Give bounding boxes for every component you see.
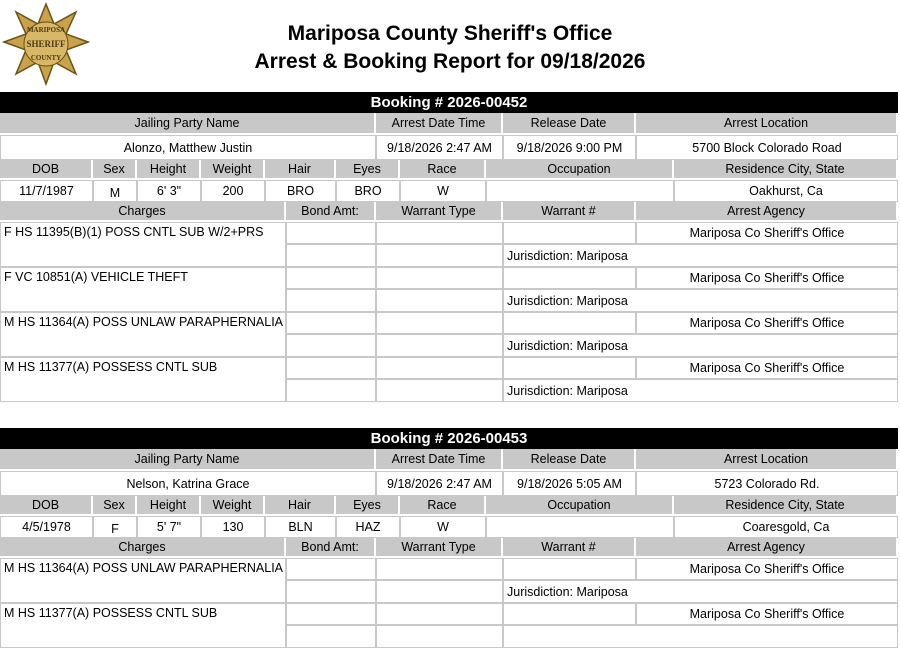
charge-block (0, 558, 898, 603)
table-row (286, 244, 898, 267)
warrant-type-header: Warrant Type (376, 538, 503, 558)
charge-detail-grid (286, 357, 898, 402)
residence-header: Residence City, State (674, 160, 898, 180)
charge-description: M HS 11377(A) POSSESS CNTL SUB (0, 357, 286, 402)
arrest-agency: Mariposa Co Sheriff's Office (636, 222, 898, 244)
dob-value: 11/7/1987 (0, 180, 93, 202)
table-row (0, 471, 898, 496)
arrest-agency: Mariposa Co Sheriff's Office (636, 357, 898, 379)
warrant-number (503, 312, 636, 334)
warrant-type (376, 312, 503, 334)
warrant-number (503, 267, 636, 289)
arrest-agency: Mariposa Co Sheriff's Office (636, 312, 898, 334)
arrest-location-header: Arrest Location (636, 113, 898, 135)
jurisdiction (503, 625, 898, 648)
sex-header: Sex (93, 496, 137, 516)
dob-value: 4/5/1978 (0, 516, 93, 538)
warrant-type (376, 603, 503, 625)
warrant-type-extra (376, 379, 503, 402)
warrant-type (376, 222, 503, 244)
warrant-number (503, 357, 636, 379)
jailing-party-name: Nelson, Katrina Grace (0, 471, 376, 496)
sex-value: F (93, 516, 137, 538)
arrest-agency-header: Arrest Agency (636, 202, 898, 222)
booking-title-bar: Booking # 2026-00452 (0, 92, 898, 113)
residence-value: Coaresgold, Ca (674, 516, 898, 538)
bond-amount (286, 267, 376, 289)
bond-amount-extra (286, 580, 376, 603)
charge-description: M HS 11364(A) POSS UNLAW PARAPHERNALIA (0, 558, 286, 603)
table-row (286, 289, 898, 312)
table-row (0, 135, 898, 160)
warrant-number-header: Warrant # (503, 202, 636, 222)
warrant-type-extra (376, 334, 503, 357)
table-row (286, 334, 898, 357)
booking-title-bar: Booking # 2026-00453 (0, 428, 898, 449)
bond-amount-extra (286, 244, 376, 267)
race-header: Race (400, 160, 486, 180)
bond-amount-header: Bond Amt: (286, 202, 376, 222)
arrest-agency: Mariposa Co Sheriff's Office (636, 603, 898, 625)
table-row (0, 180, 898, 202)
jurisdiction: Jurisdiction: Mariposa (503, 244, 898, 267)
table-row (0, 113, 898, 135)
charge-detail-grid (286, 267, 898, 312)
hair-value: BRO (265, 180, 336, 202)
race-value: W (400, 516, 486, 538)
charge-description: F HS 11395(B)(1) POSS CNTL SUB W/2+PRS (0, 222, 286, 267)
agency-title: Mariposa County Sheriff's Office (287, 22, 613, 45)
warrant-type-extra (376, 289, 503, 312)
jailing-party-name-header: Jailing Party Name (0, 113, 376, 135)
jurisdiction: Jurisdiction: Mariposa (503, 289, 898, 312)
sex-value: M (93, 180, 137, 202)
bond-amount (286, 312, 376, 334)
booking-section (0, 428, 898, 648)
table-row (286, 312, 898, 334)
bond-amount-header: Bond Amt: (286, 538, 376, 558)
eyes-header: Eyes (336, 160, 400, 180)
table-row (286, 603, 898, 625)
residence-header: Residence City, State (674, 496, 898, 516)
arrest-date-time: 9/18/2026 2:47 AM (376, 135, 503, 160)
warrant-type (376, 357, 503, 379)
charge-detail-grid (286, 222, 898, 267)
eyes-value: BRO (336, 180, 400, 202)
arrest-agency: Mariposa Co Sheriff's Office (636, 558, 898, 580)
charge-detail-grid (286, 558, 898, 603)
arrest-date-time-header: Arrest Date Time (376, 113, 503, 135)
jurisdiction: Jurisdiction: Mariposa (503, 580, 898, 603)
table-row (286, 357, 898, 379)
report-header (0, 20, 900, 76)
release-date: 9/18/2026 9:00 PM (503, 135, 636, 160)
arrest-agency-header: Arrest Agency (636, 538, 898, 558)
table-row (0, 449, 898, 471)
occupation-header: Occupation (486, 496, 674, 516)
charge-block (0, 357, 898, 402)
table-row (286, 267, 898, 289)
warrant-number-header: Warrant # (503, 538, 636, 558)
occupation-value (486, 516, 674, 538)
warrant-type (376, 558, 503, 580)
badge-bottom-text: COUNTY (30, 54, 62, 62)
jurisdiction: Jurisdiction: Mariposa (503, 379, 898, 402)
warrant-type (376, 267, 503, 289)
release-date-header: Release Date (503, 113, 636, 135)
charge-detail-grid (286, 312, 898, 357)
table-row (286, 558, 898, 580)
warrant-number (503, 558, 636, 580)
table-row (0, 496, 898, 516)
residence-value: Oakhurst, Ca (674, 180, 898, 202)
sex-header: Sex (93, 160, 137, 180)
table-row (0, 538, 898, 558)
jailing-party-name: Alonzo, Matthew Justin (0, 135, 376, 160)
warrant-number (503, 603, 636, 625)
weight-header: Weight (201, 160, 265, 180)
release-date-header: Release Date (503, 449, 636, 471)
weight-value: 200 (201, 180, 265, 202)
bond-amount (286, 222, 376, 244)
release-date: 9/18/2026 5:05 AM (503, 471, 636, 496)
dob-header: DOB (0, 160, 93, 180)
table-row (286, 625, 898, 648)
charges-header: Charges (0, 538, 286, 558)
table-row (286, 222, 898, 244)
badge-middle-text: SHERIFF (26, 39, 66, 49)
table-row (286, 580, 898, 603)
table-row (0, 516, 898, 538)
bond-amount (286, 603, 376, 625)
weight-value: 130 (201, 516, 265, 538)
warrant-type-header: Warrant Type (376, 202, 503, 222)
arrest-date-time-header: Arrest Date Time (376, 449, 503, 471)
bond-amount-extra (286, 289, 376, 312)
warrant-type-extra (376, 625, 503, 648)
arrest-location: 5700 Block Colorado Road (636, 135, 898, 160)
hair-header: Hair (265, 496, 336, 516)
warrant-number (503, 222, 636, 244)
occupation-header: Occupation (486, 160, 674, 180)
bond-amount-extra (286, 334, 376, 357)
arrest-location: 5723 Colorado Rd. (636, 471, 898, 496)
weight-header: Weight (201, 496, 265, 516)
bond-amount (286, 558, 376, 580)
arrest-location-header: Arrest Location (636, 449, 898, 471)
charge-description: F VC 10851(A) VEHICLE THEFT (0, 267, 286, 312)
eyes-value: HAZ (336, 516, 400, 538)
charge-description: M HS 11377(A) POSSESS CNTL SUB (0, 603, 286, 648)
table-row (0, 160, 898, 180)
bond-amount (286, 357, 376, 379)
arrest-agency: Mariposa Co Sheriff's Office (636, 267, 898, 289)
warrant-type-extra (376, 580, 503, 603)
charge-block (0, 222, 898, 267)
badge-top-text: MARIPOSA (26, 26, 66, 34)
jurisdiction: Jurisdiction: Mariposa (503, 334, 898, 357)
charge-block (0, 312, 898, 357)
arrest-date-time: 9/18/2026 2:47 AM (376, 471, 503, 496)
eyes-header: Eyes (336, 496, 400, 516)
height-value: 5' 7" (137, 516, 201, 538)
table-row (0, 202, 898, 222)
jailing-party-name-header: Jailing Party Name (0, 449, 376, 471)
bond-amount-extra (286, 625, 376, 648)
booking-section (0, 92, 898, 402)
occupation-value (486, 180, 674, 202)
warrant-type-extra (376, 244, 503, 267)
height-header: Height (137, 496, 201, 516)
table-row (286, 379, 898, 402)
height-value: 6' 3" (137, 180, 201, 202)
bond-amount-extra (286, 379, 376, 402)
race-value: W (400, 180, 486, 202)
hair-header: Hair (265, 160, 336, 180)
charges-header: Charges (0, 202, 286, 222)
race-header: Race (400, 496, 486, 516)
charge-block (0, 267, 898, 312)
charge-description: M HS 11364(A) POSS UNLAW PARAPHERNALIA (0, 312, 286, 357)
charge-detail-grid (286, 603, 898, 648)
height-header: Height (137, 160, 201, 180)
report-title: Arrest & Booking Report for 09/18/2026 (254, 50, 646, 73)
charge-block (0, 603, 898, 648)
dob-header: DOB (0, 496, 93, 516)
hair-value: BLN (265, 516, 336, 538)
